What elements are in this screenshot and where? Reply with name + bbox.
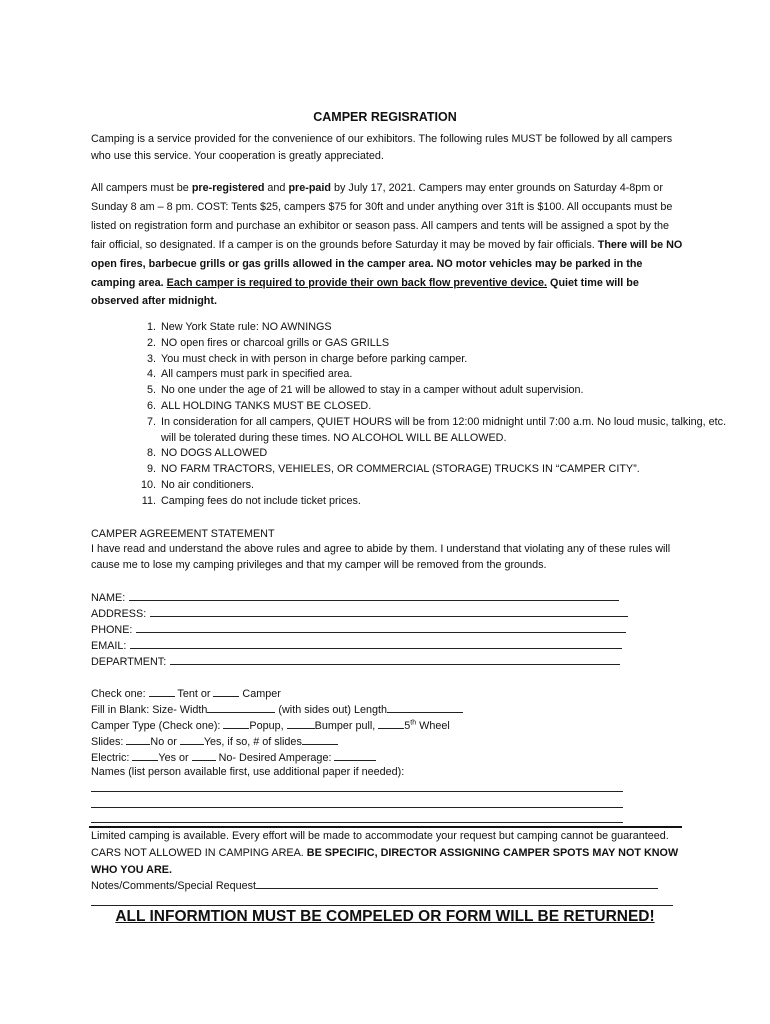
bumper-label: Bumper pull, — [314, 720, 379, 732]
rule-item: 7. In consideration for all campers, QUIET HOURS will be from 12:00 midnight until 7:00 a.m. No loud music, talking, etc. will be tolerated during these times. NO ALCOHOL WILL BE ALLOWED. — [159, 415, 729, 447]
limited-camping-notice — [91, 828, 686, 879]
size-row — [91, 702, 463, 716]
department-field[interactable] — [91, 654, 620, 668]
main-rules-paragraph — [91, 179, 683, 311]
name-line[interactable] — [129, 590, 619, 601]
electric-no-blank[interactable] — [192, 750, 216, 761]
width-label: Fill in Blank: Size- Width — [91, 704, 208, 716]
camper-label: Camper — [239, 688, 281, 700]
slides-count-blank[interactable] — [302, 734, 338, 745]
amperage-blank[interactable] — [334, 750, 376, 761]
email-label: EMAIL: — [91, 640, 127, 652]
bumper-blank[interactable] — [287, 718, 315, 729]
popup-label: Popup, — [249, 720, 287, 732]
form-title: CAMPER REGISRATION — [313, 110, 457, 124]
notes-field[interactable] — [91, 878, 658, 892]
address-line[interactable] — [150, 606, 628, 617]
fifth-label: 5 — [404, 720, 411, 732]
name-field[interactable] — [91, 590, 619, 604]
pre-registered-text: pre-registered — [191, 182, 265, 194]
phone-label: PHONE: — [91, 624, 133, 636]
be-specific-warning: BE SPECIFIC, DIRECTOR ASSIGNING CAMPER SPOTS MAY NOT KNOW WHO YOU ARE. — [91, 847, 679, 876]
notes-line-2[interactable] — [91, 905, 673, 906]
names-line[interactable] — [91, 822, 623, 823]
notes-line[interactable] — [256, 878, 658, 889]
quiet-time-note: Quiet time will be observed after midnight. — [91, 276, 639, 308]
rule-item: 4. All campers must park in specified area. — [159, 367, 729, 383]
main-text: by July 17, 2021. Campers may enter grounds on Saturday 4-8pm or Sunday 8 am – 8 pm. COST: Tents $25, campers $75 for 30ft and under anything over 31ft is $100. All occupants must be listed on registration form and purchase an exhibitor or season pass. All campers and tents will be assigned a spot by the fair official, so designated. If a camper is on the grounds before Saturday it may be moved by fair officials. — [91, 182, 673, 251]
rule-item: 9. NO FARM TRACTORS, VEHIELES, OR COMMERCIAL (STORAGE) TRUCKS IN “CAMPER CITY”. — [159, 462, 729, 478]
rule-item: 2. NO open fires or charcoal grills or GAS GRILLS — [159, 336, 729, 352]
tent-camper-choice — [91, 686, 281, 700]
address-field[interactable] — [91, 606, 628, 620]
agreement-heading: CAMPER AGREEMENT STATEMENT — [91, 528, 275, 540]
phone-field[interactable] — [91, 622, 626, 636]
rule-item: 10. No air conditioners. — [159, 478, 729, 494]
electric-yes-label: Yes or — [158, 752, 192, 764]
slides-row — [91, 734, 338, 748]
phone-line[interactable] — [136, 622, 626, 633]
camper-type-label: Camper Type (Check one): — [91, 720, 224, 732]
email-field[interactable] — [91, 638, 622, 652]
camper-blank[interactable] — [213, 686, 239, 697]
intro-paragraph: Camping is a service provided for the convenience of our exhibitors. The following rules MUST be followed by all campers who use this service. Your cooperation is greatly appreciated. — [91, 133, 673, 162]
final-warning: ALL INFORMTION MUST BE COMPELED OR FORM WILL BE RETURNED! — [115, 908, 655, 925]
address-label: ADDRESS: — [91, 608, 147, 620]
rule-item: 5. No one under the age of 21 will be allowed to stay in a camper without adult supervision. — [159, 383, 729, 399]
limited-text: Limited camping is available. Every effort will be made to accommodate your request but camping cannot be guaranteed. CARS NOT ALLOWED IN CAMPING AREA. — [91, 830, 669, 859]
electric-label: Electric: — [91, 752, 133, 764]
rule-item: 11. Camping fees do not include ticket prices. — [159, 494, 729, 510]
rule-item: 6. ALL HOLDING TANKS MUST BE CLOSED. — [159, 399, 729, 415]
names-line[interactable] — [91, 791, 623, 792]
fifth-sup: th — [410, 719, 417, 727]
tent-blank[interactable] — [149, 686, 175, 697]
electric-row — [91, 750, 376, 764]
slides-yes-label: Yes, if so, # of slides — [203, 736, 302, 748]
no-fires-warning: There will be NO open fires, barbecue grills or gas grills allowed in the camper area. NO motor vehicles may be parked in the camping area. — [91, 238, 683, 289]
length-blank[interactable] — [387, 702, 463, 713]
slides-no-label: No or — [150, 736, 180, 748]
department-label: DEPARTMENT: — [91, 656, 167, 668]
rule-item: 3. You must check in with person in charge before parking camper. — [159, 352, 729, 368]
name-label: NAME: — [91, 592, 126, 604]
pre-paid-text: pre-paid — [288, 182, 332, 194]
agreement-text: I have read and understand the above rules and agree to abide by them. I understand that violating any of these rules will cause me to lose my camping privileges and that my camper will be removed from the grounds. — [91, 543, 671, 571]
wheel-label: Wheel — [416, 720, 450, 732]
rule-item: 1. New York State rule: NO AWNINGS — [159, 320, 729, 336]
slides-yes-blank[interactable] — [180, 734, 204, 745]
amperage-label: No- Desired Amperage: — [215, 752, 335, 764]
fifth-wheel-blank[interactable] — [378, 718, 404, 729]
camper-type-row — [91, 718, 450, 732]
length-label: (with sides out) Length — [275, 704, 388, 716]
width-blank[interactable] — [207, 702, 275, 713]
main-text: All campers must be — [91, 182, 192, 194]
notes-label: Notes/Comments/Special Request — [91, 880, 257, 892]
slides-no-blank[interactable] — [126, 734, 150, 745]
popup-blank[interactable] — [223, 718, 249, 729]
main-text: and — [264, 182, 289, 194]
tent-label: Tent or — [174, 688, 214, 700]
names-label: Names (list person available first, use additional paper if needed): — [91, 766, 405, 778]
backflow-requirement: Each camper is required to provide their own back flow preventive device. — [166, 276, 548, 289]
slides-label: Slides: — [91, 736, 127, 748]
department-line[interactable] — [170, 654, 620, 665]
email-line[interactable] — [130, 638, 622, 649]
rule-item: 8. NO DOGS ALLOWED — [159, 446, 729, 462]
electric-yes-blank[interactable] — [132, 750, 158, 761]
rules-list — [113, 320, 729, 510]
names-line[interactable] — [91, 807, 623, 808]
check-one-label: Check one: — [91, 688, 149, 700]
